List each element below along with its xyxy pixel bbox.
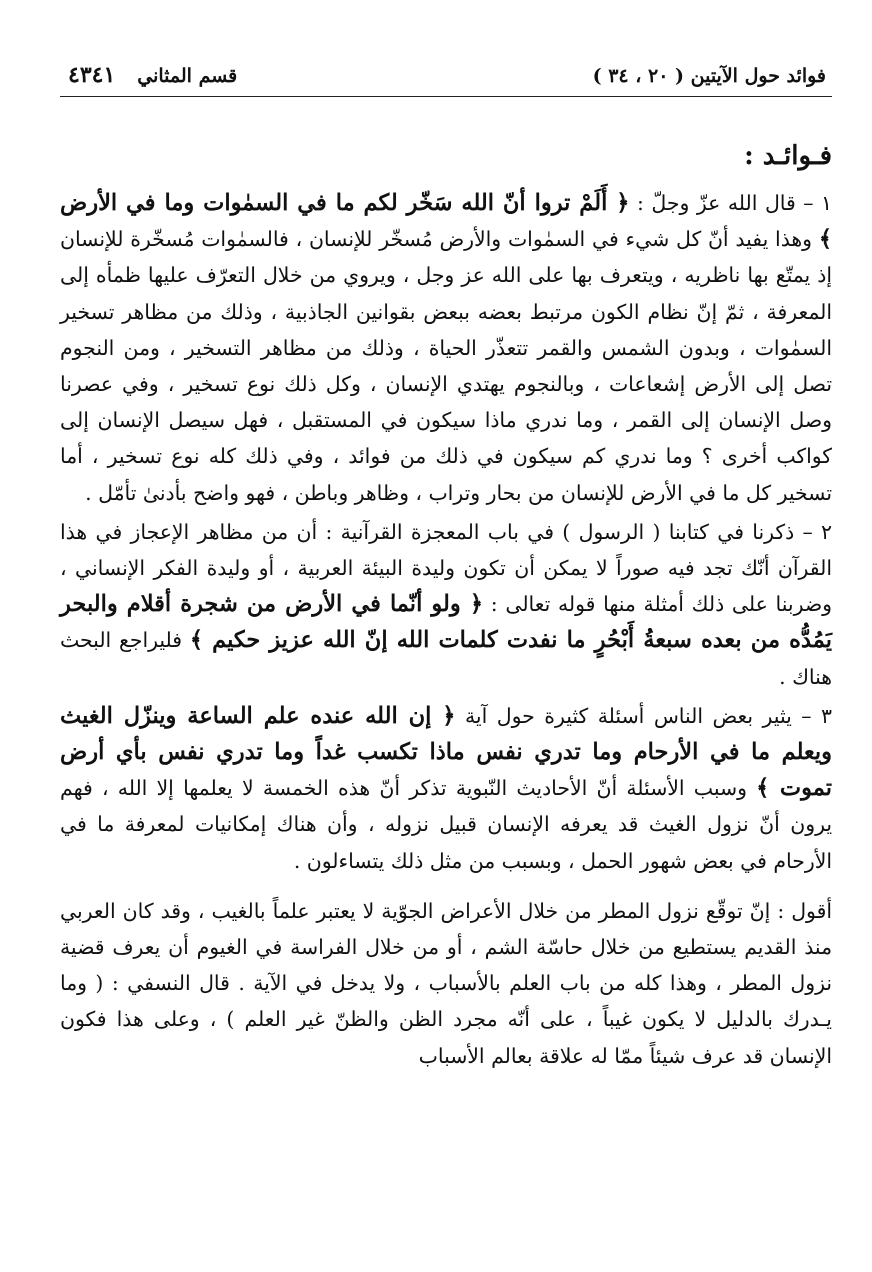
paragraph-3-body: وسبب الأسئلة أنّ الأحاديث النّبوية تذكر أنّ هذه الخمسة لا يعلمها إلا الله ، فهم يرون أنّ نزول الغيث قد يعرفه الإنسان قبيل نزوله ، وأن هناك إمكانيات لمعرفة ما في الأرحام في بعض شهور الحمل ، وبسبب من مثل ذلك يتساءلون .: [60, 776, 832, 873]
running-title: فوائد حول الآيتين ( ٢٠ ، ٣٤ ): [592, 65, 826, 87]
quran-verse-2: ﴿ ولو أنّما في الأرض من شجرة أقلام والبحر يَمُدُّه من بعده سبعةُ أَبْحُرٍ ما نفدت كلمات الله إنّ الله عزيز حكيم ﴾: [60, 591, 833, 654]
header-left-group: [68, 62, 237, 88]
paragraph-1-body: وهذا يفيد أنّ كل شيء في السمٰوات والأرض مُسخّر للإنسان ، فالسمٰوات مُسخّرة للإنسان إذ يمتّع بها ناظريه ، ويتعرف بها على الله عز وجل ، ويروي من خلال التعرّف عليها ظمأه إلى المعرفة ، ثمّ إنّ نظام الكون مرتبط بعضه ببعض بقوانين الجاذبية ، وذلك من مظاهر تسخير السمٰوات ، وبدون الشمس والقمر تتعذّر الحياة ، وذلك من مظاهر التسخير ، ومن النجوم تصل إلى الأرض إشعاعات ، وبالنجوم يهتدي الإنسان ، وكل ذلك نوع تسخير ، وفي عصرنا وصل الإنسان إلى القمر ، وما ندري ماذا سيكون في المستقبل ، فهل سيصل الإنسان إلى كواكب أخرى ؟ وما ندري كم سيكون في ذلك من فوائد ، وفي ذلك كله نوع تسخير ، أما تسخير كل ما في الأرض للإنسان من بحار وتراب ، وظاهر وباطن ، فهو واضح بأدنىٰ تأمّل .: [60, 227, 832, 505]
paragraph-4-body: أقول : إنّ توقّع نزول المطر من خلال الأعراض الجوّية لا يعتبر علماً بالغيب ، وقد كان العربي منذ القديم يستطيع من خلال حاسّة الشم ، أو من خلال الفراسة في الغيوم أن يعرف قضية نزول المطر ، وهذا كله من باب العلم بالأسباب ، ولا يدخل في الآية . قال النسفي : ( وما يـدرك بالدليل لا يكون غيباً ، على أنّه مجرد الظن والظنّ غير العلم ) ، وعلى هذا فكون الإنسان قد عرف شيئاً ممّا له علاقة بعالم الأسباب: [60, 898, 832, 1068]
paragraph-2-intro: ٢ – ذكرنا في كتابنا ( الرسول ) في باب المعجزة القرآنية : أن من مظاهر الإعجاز في هذا القرآن أنّك تجد فيه صوراً لا يمكن أن تكون وليدة البيئة العربية ، أو وليدة الفكر الإنساني ، وضربنا على ذلك أمثلة منها قوله تعالى :: [60, 519, 832, 617]
quran-verse-3: ﴿ إن الله عنده علم الساعة وينزّل الغيث ويعلم ما في الأرحام وما تدري نفس ماذا تكسب غداً وما تدري نفس بأي أرض تموت ﴾: [60, 702, 832, 802]
paragraph-4: [60, 893, 832, 1074]
section-heading: فـوائـد :: [744, 141, 832, 171]
paragraph-1-intro: ١ – قال الله عزّ وجلّ :: [629, 191, 832, 215]
paragraph-3-intro: ٣ – يثير بعض الناس أسئلة كثيرة حول آية: [455, 703, 832, 728]
running-header: [60, 52, 832, 97]
paragraph-2-body: فليراجع البحث هناك .: [60, 628, 832, 689]
page-number: ٤٣٤١: [68, 62, 116, 88]
paragraph-1: [60, 185, 832, 511]
section-label: قسم المثاني: [137, 65, 238, 87]
quran-verse-1: ﴿ أَلَمْ تروا أنّ الله سَخّر لكم ما في السمٰوات وما في الأرض ﴾: [60, 190, 832, 253]
paragraph-3: [60, 698, 832, 879]
paragraph-2: [60, 514, 832, 695]
